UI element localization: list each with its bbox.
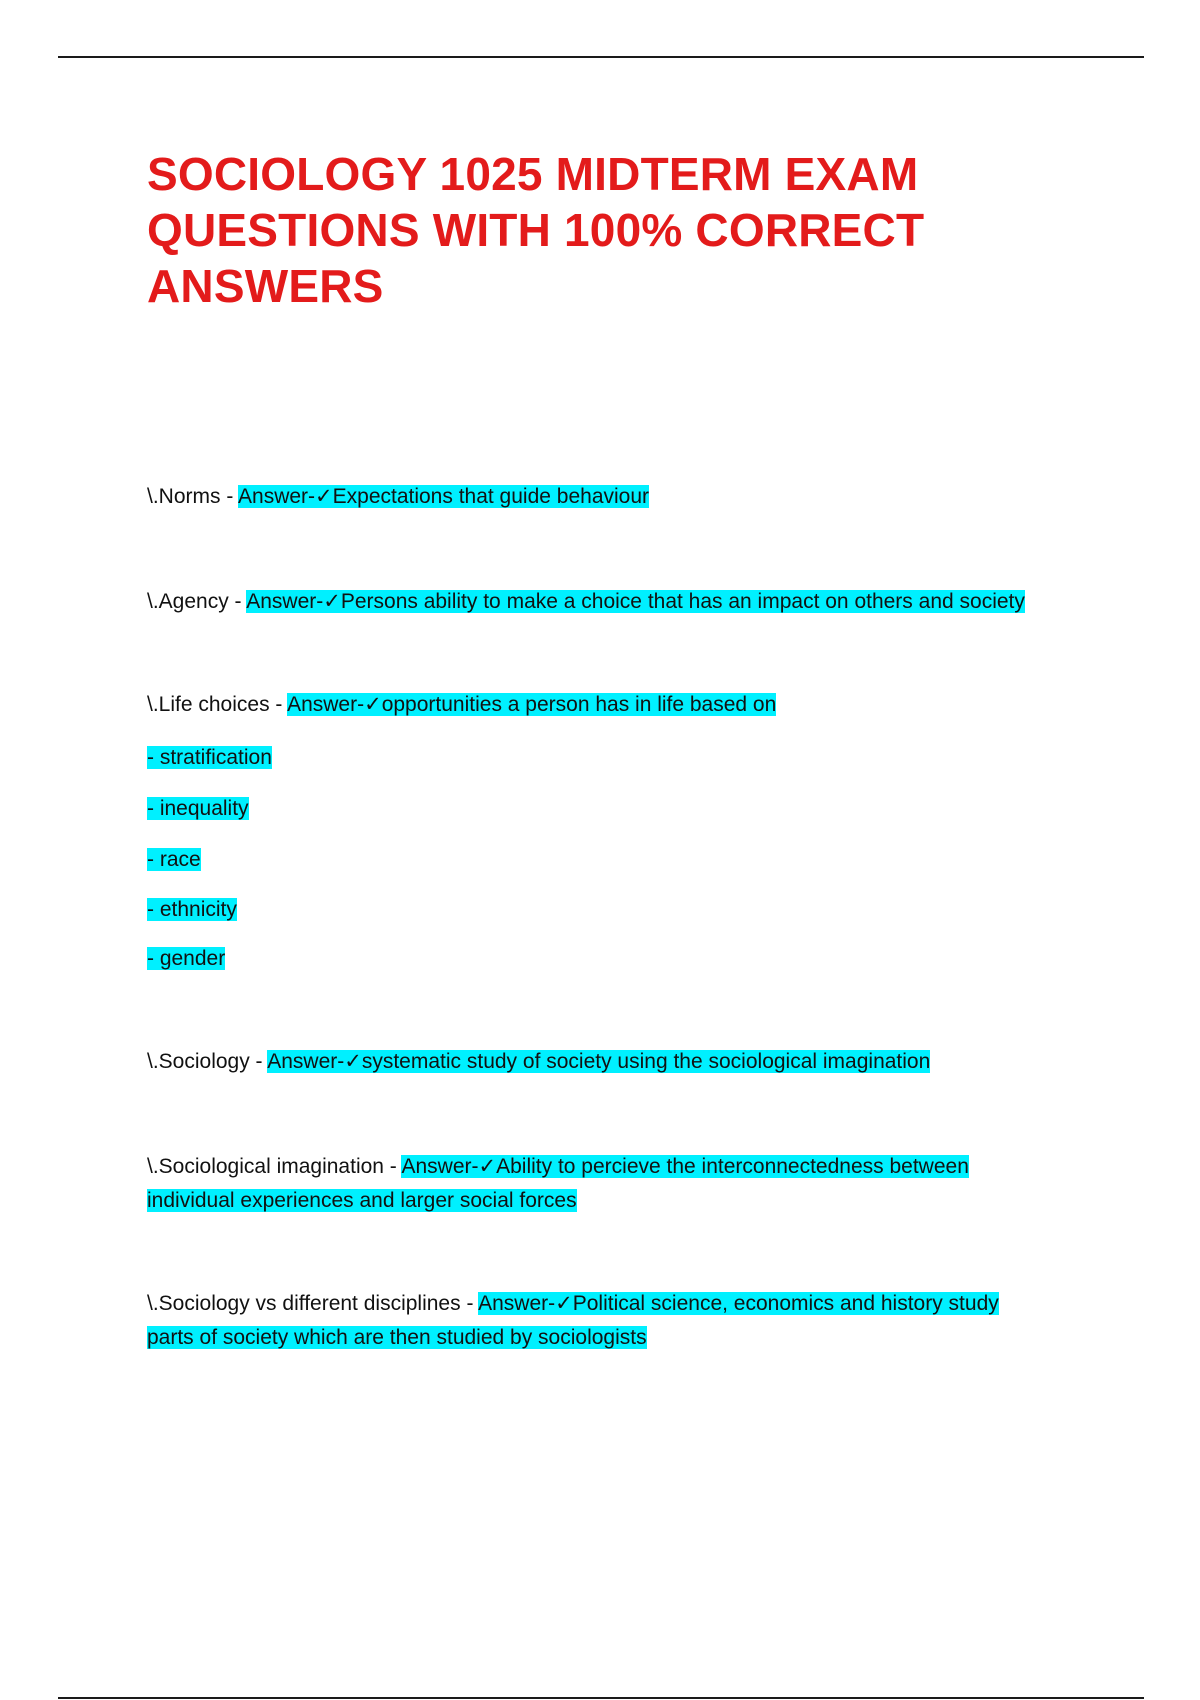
entry-term: \.Norms - [147,485,239,508]
qa-entry-sociology [147,1045,1077,1079]
qa-entry-sociological-imagination [147,1150,1027,1218]
entry-term: \.Agency - [147,590,247,613]
list-item: - ethnicity [147,898,237,921]
entry-answer: Answer-✓systematic study of society using the sociological imagination [267,1050,931,1073]
entry-answer: Answer-✓Ability to percieve the interconnectedness between individual experiences and larger social forces [147,1155,969,1212]
qa-entry-agency [147,585,1077,619]
entry-term: \.Sociological imagination - [147,1155,402,1178]
list-item: - stratification [147,746,272,769]
list-item: - inequality [147,797,249,820]
list-item: - race [147,848,201,871]
entry-term: \.Life choices - [147,693,288,716]
entry-answer: Answer-✓Political science, economics and history study parts of society which are then studied by sociologists [147,1292,999,1349]
document-title: SOCIOLOGY 1025 MIDTERM EXAM QUESTIONS WITH 100% CORRECT ANSWERS [147,148,925,312]
qa-entry-disciplines [147,1287,1047,1355]
qa-entry-norms [147,480,1077,514]
qa-entry-life-choices [147,688,1077,722]
bottom-rule [58,1697,1144,1699]
entry-answer: Answer-✓opportunities a person has in life based on [287,693,777,716]
top-rule [58,56,1144,58]
list-item: - gender [147,947,226,970]
entry-term: \.Sociology vs different disciplines - [147,1292,479,1315]
entry-term: \.Sociology - [147,1050,268,1073]
entry-answer: Answer-✓Persons ability to make a choice that has an impact on others and society [246,590,1025,613]
entry-answer: Answer-✓Expectations that guide behaviour [238,485,650,508]
